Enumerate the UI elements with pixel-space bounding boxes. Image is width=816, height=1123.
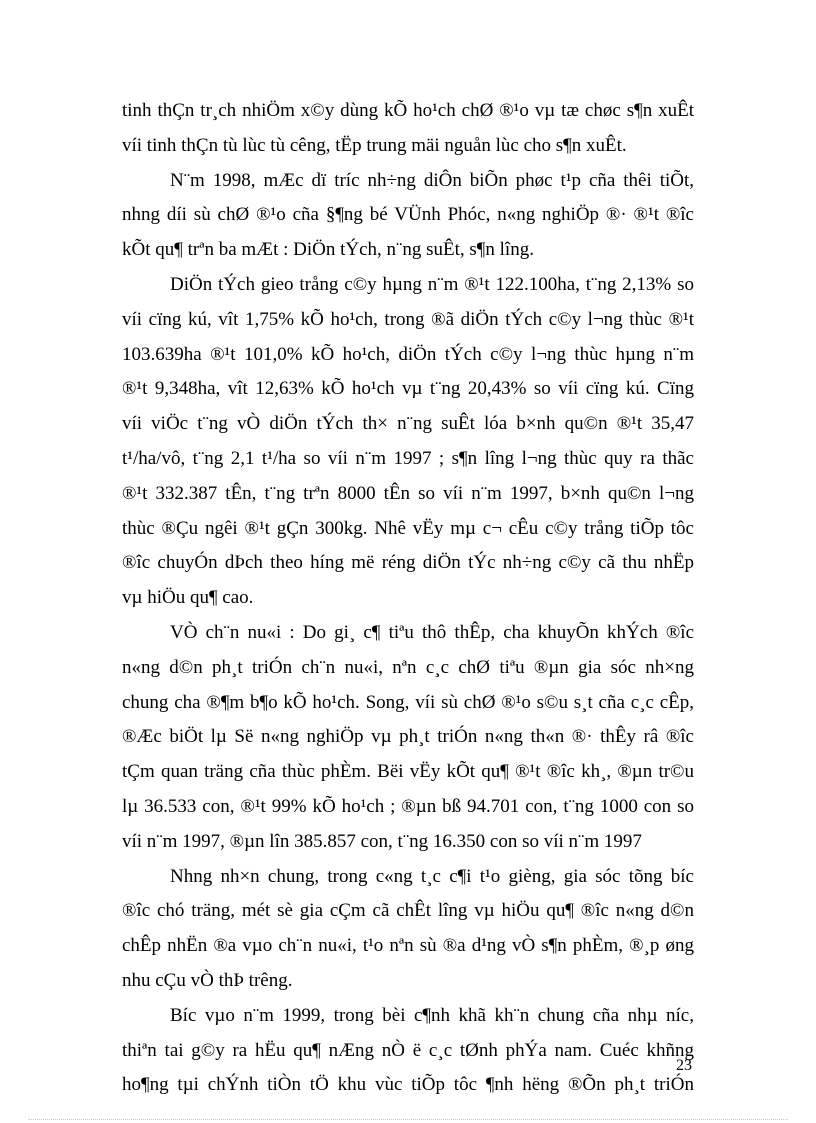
text-line: víi cïng kú, vît 1,75% kÕ ho¹ch, trong ®ã diÖn tÝch c©y l¬ng thùc ®¹t: [122, 308, 694, 330]
text-line: víi n¨m 1997, ®µn lîn 385.857 con, t¨ng 16.350 con so víi n¨m 1997: [122, 830, 642, 852]
text-line: nhu cÇu vÒ thÞ trêng.: [122, 969, 293, 991]
page-number: 23: [676, 1057, 692, 1074]
text-line: kÕt qu¶ trªn ba mÆt : DiÖn tÝch, n¨ng suÊt, s¶n lîng.: [122, 239, 534, 261]
page-footer-divider: [28, 1119, 788, 1120]
text-line: tinh thÇn tr¸ch nhiÖm x©y dùng kÕ ho¹ch chØ ®¹o vµ tæ chøc s¶n xuÊt: [122, 100, 694, 121]
text-line: Nhng nh×n chung, trong c«ng t¸c c¶i t¹o gièng, gia sóc tõng bíc: [170, 865, 694, 887]
text-line: t¹/ha/vô, t¨ng 2,1 t¹/ha so víi n¨m 1997 ; s¶n lîng l¬ng thùc quy ra thãc: [122, 447, 694, 469]
text-line: ®îc chuyÓn dÞch theo híng më réng diÖn tÝc nh÷ng c©y cã thu nhËp: [122, 552, 694, 574]
text-line: VÒ ch¨n nu«i : Do gi¸ c¶ tiªu thô thÊp, cha khuyÕn khÝch ®îc: [170, 621, 694, 643]
text-line: Bíc vµo n¨m 1999, trong bèi c¶nh khã kh¨n chung cña nhµ níc,: [170, 1004, 694, 1026]
text-line: nhng díi sù chØ ®¹o cña §¶ng bé VÜnh Phóc, n«ng nghiÖp ®· ®¹t ®îc: [122, 204, 694, 226]
text-line: N¨m 1998, mÆc dï tríc nh÷ng diÔn biÕn phøc t¹p cña thêi tiÕt,: [170, 169, 694, 191]
text-line: chung cha ®¶m b¶o kÕ ho¹ch. Song, víi sù chØ ®¹o s©u s¸t cña c¸c cÊp,: [122, 691, 694, 713]
text-line: thùc ®Çu ngêi ®¹t gÇn 300kg. Nhê vËy mµ c¬ cÊu c©y trång tiÕp tôc: [122, 517, 694, 539]
body-text: [122, 94, 694, 1103]
text-line: lµ 36.533 con, ®¹t 99% kÕ ho¹ch ; ®µn bß 94.701 con, t¨ng 1000 con so: [122, 795, 694, 817]
text-line: n«ng d©n ph¸t triÓn ch¨n nu«i, nªn c¸c chØ tiªu ®µn gia sóc nh×ng: [122, 656, 694, 678]
text-line: vµ hiÖu qu¶ cao.: [122, 587, 254, 609]
text-line: ®Æc biÖt lµ Së n«ng nghiÖp vµ ph¸t triÓn n«ng th«n ®· thÊy râ ®îc: [122, 726, 694, 748]
text-line: 103.639ha ®¹t 101,0% kÕ ho¹ch, diÖn tÝch c©y l¬ng thùc hµng n¨m: [122, 343, 694, 365]
text-line: víi tinh thÇn tù lùc tù cêng, tËp trung mäi nguån lùc cho s¶n xuÊt.: [122, 134, 627, 156]
text-line: víi viÖc t¨ng vÒ diÖn tÝch th× n¨ng suÊt lóa b×nh qu©n ®¹t 35,47: [122, 413, 694, 435]
text-line: tÇm quan träng cña thùc phÈm. Bëi vËy kÕt qu¶ ®¹t ®îc kh¸, ®µn tr©u: [122, 761, 694, 783]
text-line: chÊp nhËn ®a vµo ch¨n nu«i, t¹o nªn sù ®a d¹ng vÒ s¶n phÈm, ®¸p øng: [122, 935, 694, 957]
text-line: ®¹t 9,348ha, vît 12,63% kÕ ho¹ch vµ t¨ng 20,43% so víi cïng kú. Cïng: [122, 378, 694, 400]
text-line: ho¶ng tµi chÝnh tiÒn tÖ khu vùc tiÕp tôc ¶nh hëng ®Õn ph¸t triÓn: [122, 1074, 694, 1096]
text-line: ®îc chó träng, mét sè gia cÇm cã chÊt lîng vµ hiÖu qu¶ ®îc n«ng d©n: [122, 900, 694, 922]
text-line: ®¹t 332.387 tÊn, t¨ng trªn 8000 tÊn so víi n¨m 1997, b×nh qu©n l¬ng: [122, 482, 694, 504]
text-line: thiªn tai g©y ra hËu qu¶ nÆng nÒ ë c¸c tØnh phÝa nam. Cuéc khñng: [122, 1039, 694, 1061]
text-line: DiÖn tÝch gieo trång c©y hµng n¨m ®¹t 122.100ha, t¨ng 2,13% so: [170, 273, 694, 295]
